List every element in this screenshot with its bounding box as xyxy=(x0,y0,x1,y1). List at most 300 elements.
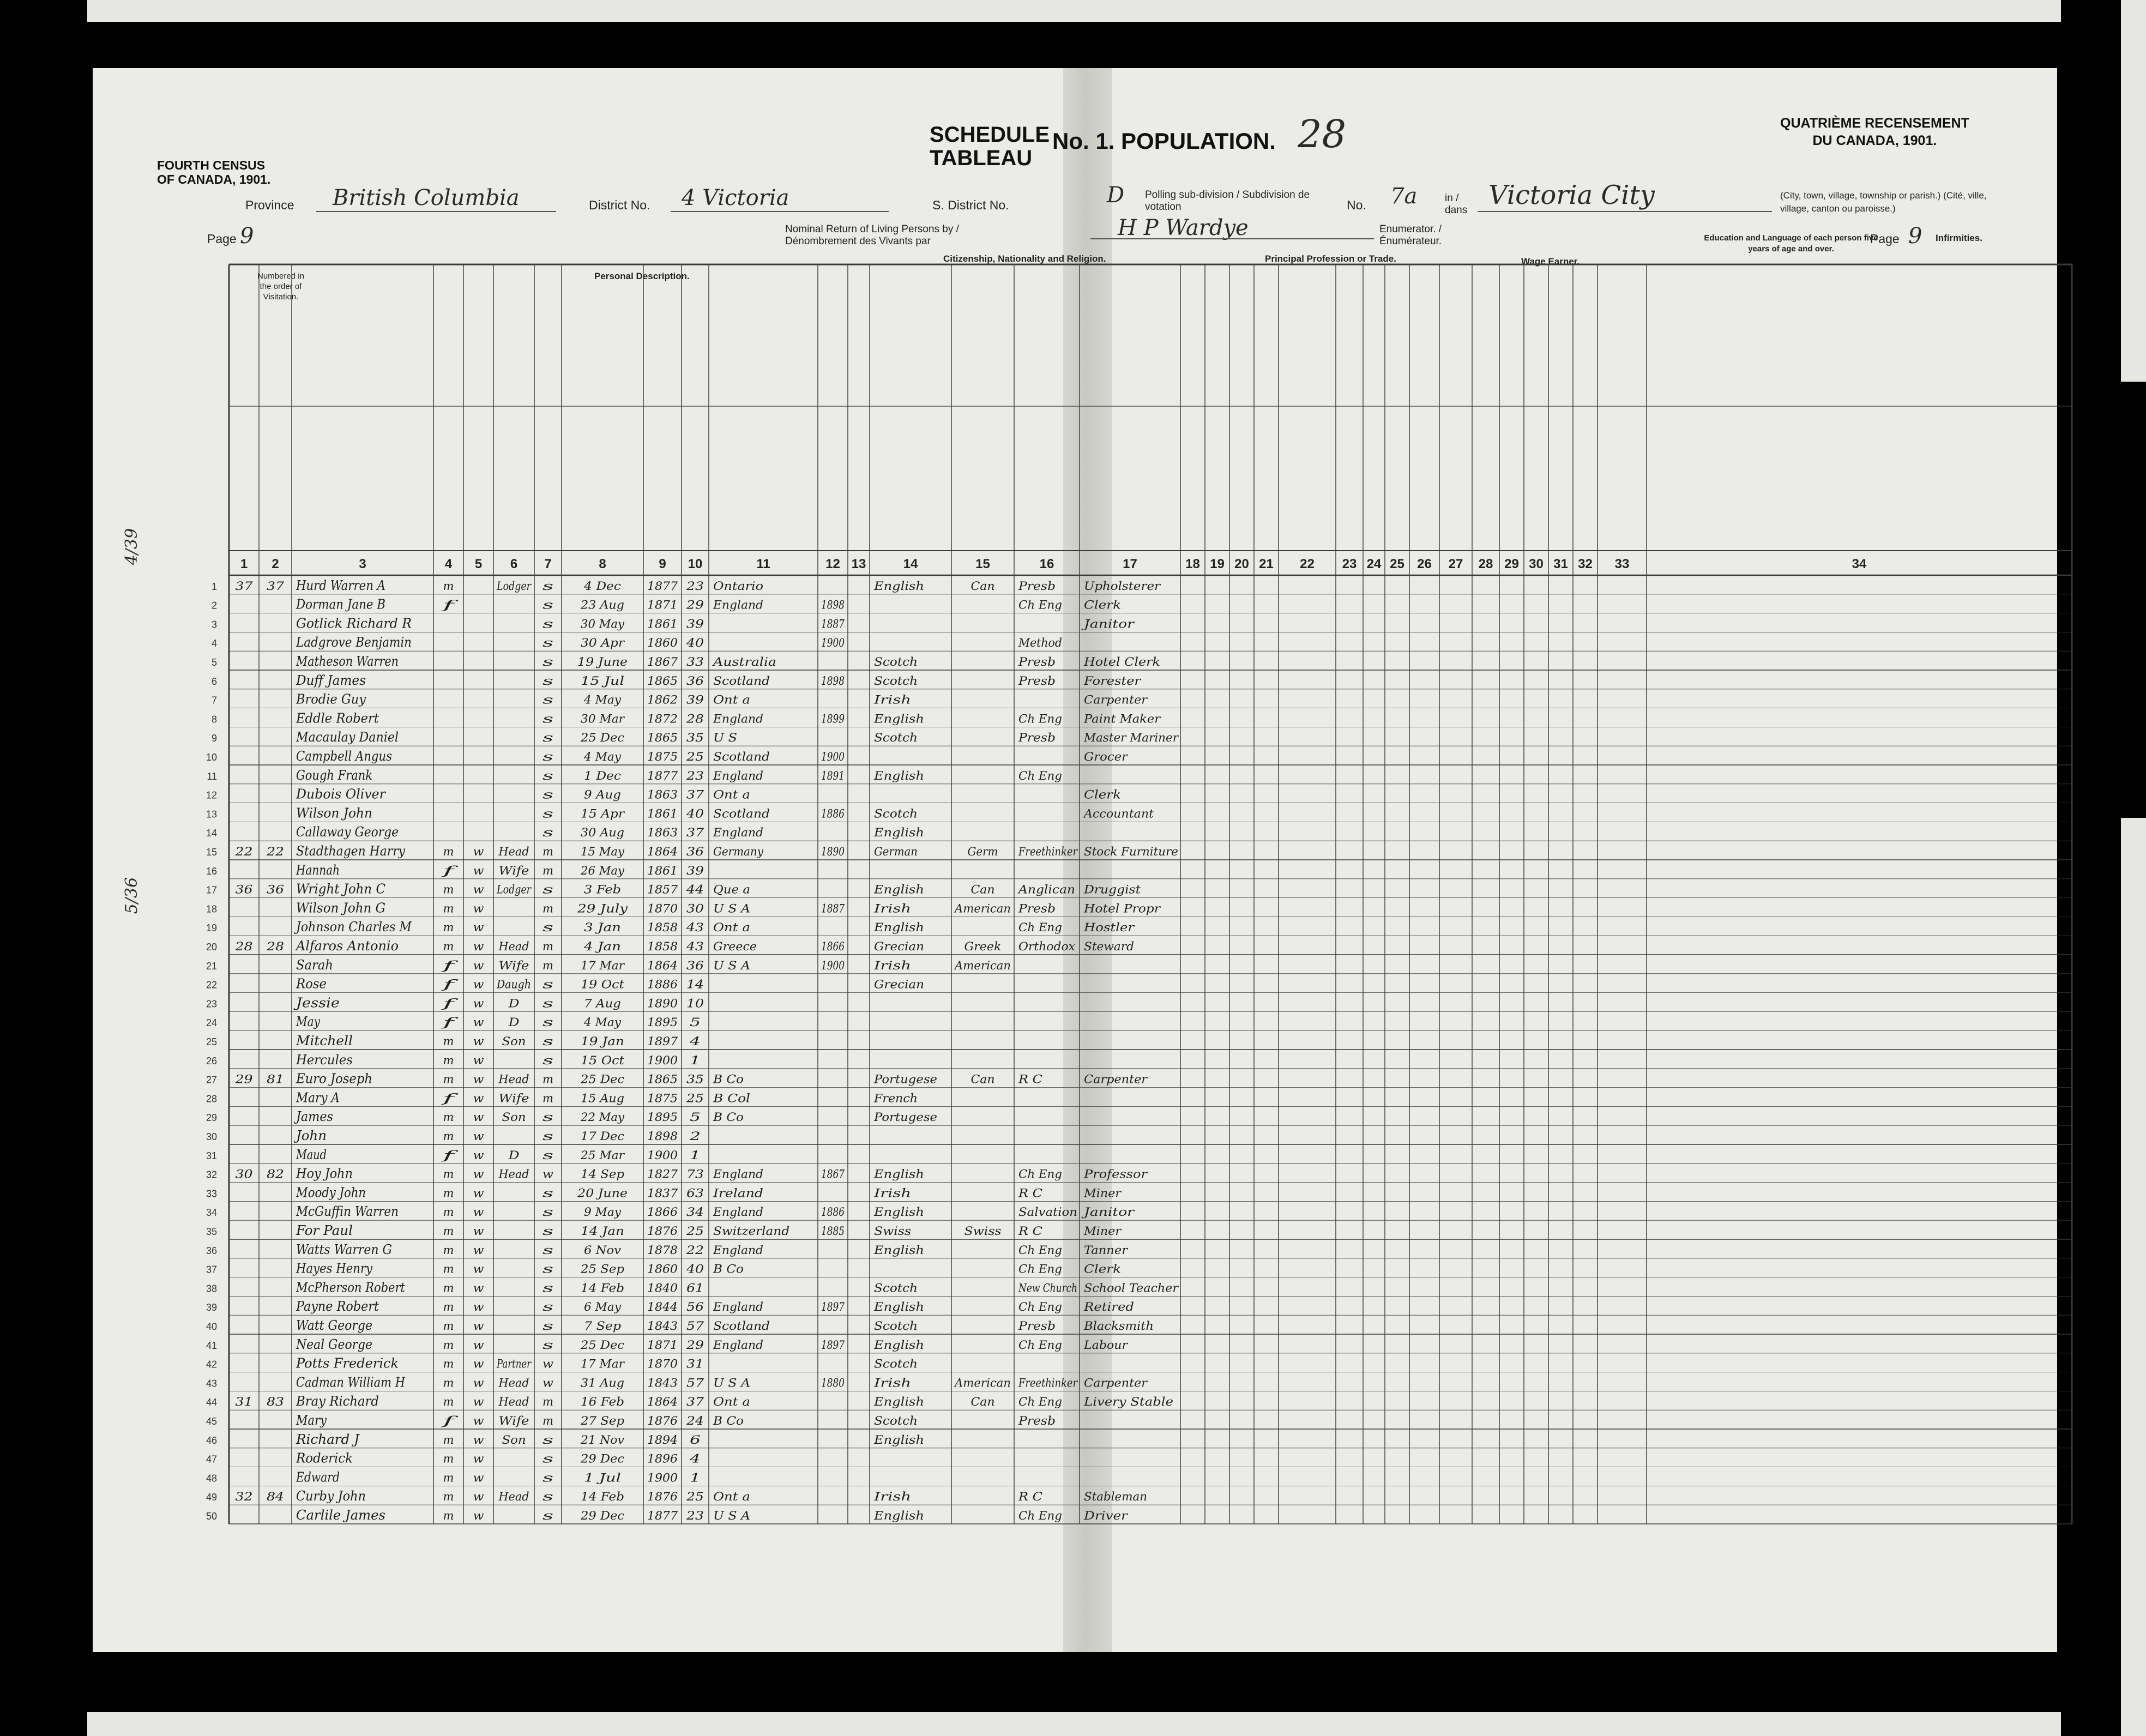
entry-age: 36 xyxy=(686,674,704,688)
line-number: 36 xyxy=(206,1245,217,1256)
entry-birth: 14 Feb xyxy=(581,1490,624,1504)
entry-country: Greece xyxy=(713,940,757,953)
entry-sex: m xyxy=(443,1243,454,1257)
entry-year: 1861 xyxy=(647,807,678,821)
entry-status: s xyxy=(542,636,554,650)
entry-status: m xyxy=(542,1414,553,1427)
film-edge-right-lower xyxy=(2121,818,2146,1736)
line-number: 35 xyxy=(206,1226,217,1237)
entry-name: Eddle Robert xyxy=(296,710,379,726)
entry-sex: m xyxy=(443,1319,454,1333)
column-number: 18 xyxy=(1185,557,1200,571)
polling-label: Polling sub-division / Subdivision de votation xyxy=(1145,189,1310,213)
entry-age: 10 xyxy=(686,997,704,1010)
entry-age: 33 xyxy=(686,655,704,668)
entry-rel: Head xyxy=(498,1395,529,1409)
entry-age: 23 xyxy=(685,769,704,782)
entry-occupation: Labour xyxy=(1083,1338,1129,1352)
entry-year: 1867 xyxy=(647,655,678,668)
entry-age: 23 xyxy=(685,1509,704,1522)
entry-sex: m xyxy=(443,1053,454,1067)
line-number: 22 xyxy=(206,979,217,991)
entry-name: Payne Robert xyxy=(296,1299,379,1315)
entry-sex: m xyxy=(443,1452,454,1466)
entry-origin: Portugese xyxy=(873,1072,937,1086)
population-title: No. 1. POPULATION. xyxy=(1052,128,1276,154)
entry-religion: Presb xyxy=(1017,731,1056,745)
entry-age: 57 xyxy=(686,1319,704,1333)
entry-status: m xyxy=(542,940,553,953)
column-number: 34 xyxy=(1852,557,1867,571)
entry-color: w xyxy=(473,883,484,896)
entry-status: s xyxy=(542,1148,554,1162)
entry-origin: Portugese xyxy=(873,1111,937,1124)
entry-age: 30 xyxy=(686,902,704,915)
entry-status: s xyxy=(542,1319,554,1333)
entry-origin: English xyxy=(873,579,924,593)
entry-year: 1871 xyxy=(647,598,678,612)
entry-origin: Irish xyxy=(873,1490,911,1504)
entry-immig: 1897 xyxy=(821,1300,845,1314)
section-numbered: Numbered in the order of Visitation. xyxy=(257,272,304,302)
entry-origin: Scotch xyxy=(874,807,918,821)
entry-birth: 20 June xyxy=(576,1186,628,1200)
entry-birth: 4 May xyxy=(583,1016,622,1029)
entry-year: 1876 xyxy=(647,1225,678,1238)
entry-occupation: Forester xyxy=(1083,674,1142,688)
line-number: 33 xyxy=(206,1188,217,1199)
entry-year: 1872 xyxy=(647,712,678,726)
entry-name: Callaway George xyxy=(296,824,399,840)
column-number: 2 xyxy=(272,557,279,571)
entry-country: B Col xyxy=(712,1092,750,1105)
entry-sex: f xyxy=(440,864,459,877)
entry-religion: Ch Eng xyxy=(1018,1338,1062,1352)
entry-occupation: Hotel Propr xyxy=(1083,902,1162,915)
entry-occupation: Driver xyxy=(1083,1509,1129,1522)
entry-immig: 1897 xyxy=(821,1338,845,1352)
entry-name: Campbell Angus xyxy=(296,749,392,764)
entry-origin: Swiss xyxy=(874,1225,912,1238)
column-number: 13 xyxy=(851,557,866,571)
line-number: 47 xyxy=(206,1454,217,1465)
entry-birth: 19 Oct xyxy=(581,978,625,991)
entry-name: Edward xyxy=(296,1469,340,1485)
sdistrict-label: S. District No. xyxy=(932,198,1009,212)
entry-sex: m xyxy=(443,1433,454,1446)
entry-sex: m xyxy=(443,1186,454,1200)
entry-status: m xyxy=(542,1072,553,1086)
nominal-return-label: Nominal Return of Living Persons by / Dénombrement des Vivants par xyxy=(785,224,959,247)
entry-name: Johnson Charles M xyxy=(293,919,413,935)
column-number: 31 xyxy=(1553,557,1568,571)
entry-family: 84 xyxy=(267,1490,284,1504)
entry-color: w xyxy=(473,1262,484,1276)
entry-year: 1843 xyxy=(647,1376,678,1390)
entry-status: m xyxy=(542,902,553,915)
entry-sex: m xyxy=(443,1338,454,1352)
entry-religion: Presb xyxy=(1017,655,1056,668)
entry-birth: 1 Dec xyxy=(584,769,622,782)
entry-sex: m xyxy=(443,1471,454,1485)
entry-origin: German xyxy=(874,845,918,858)
entry-name: Maud xyxy=(296,1147,327,1162)
entry-sex: m xyxy=(443,940,454,953)
entry-sex: m xyxy=(443,1376,454,1390)
line-number: 43 xyxy=(206,1378,217,1389)
entry-religion: Ch Eng xyxy=(1018,1300,1062,1314)
entry-birth: 25 Dec xyxy=(580,1338,625,1352)
line-number: 11 xyxy=(207,770,217,782)
entry-origin: English xyxy=(873,1395,924,1409)
entry-name: Stadthagen Harry xyxy=(296,843,406,859)
entry-status: s xyxy=(542,1111,554,1124)
entry-color: w xyxy=(473,1452,484,1466)
entry-color: w xyxy=(473,902,484,915)
entry-status: s xyxy=(542,1016,554,1029)
province-underline xyxy=(316,211,556,212)
entry-country: Scotland xyxy=(713,750,770,763)
entry-year: 1875 xyxy=(647,1092,678,1105)
entry-age: 25 xyxy=(685,1092,704,1105)
entry-immig: 1900 xyxy=(821,636,845,650)
entry-birth: 25 Dec xyxy=(580,731,625,745)
entry-origin: English xyxy=(873,1243,924,1257)
entry-status: s xyxy=(542,978,554,991)
entry-color: w xyxy=(473,1053,484,1067)
entry-country: Scotland xyxy=(713,1319,770,1333)
line-number: 4 xyxy=(211,638,217,649)
district-label: District No. xyxy=(589,198,650,212)
entry-country: Scotland xyxy=(713,674,770,688)
column-number: 17 xyxy=(1123,557,1137,571)
entry-family: 22 xyxy=(266,845,284,858)
entry-age: 31 xyxy=(686,1357,704,1371)
entry-name: Mary A xyxy=(296,1090,340,1106)
page-left-value: 9 xyxy=(240,224,254,249)
entry-birth: 30 Aug xyxy=(581,826,624,840)
entry-birth: 4 Dec xyxy=(583,579,622,593)
entry-occupation: Accountant xyxy=(1082,807,1154,821)
column-number: 26 xyxy=(1417,557,1432,571)
entry-name: Carlile James xyxy=(296,1508,385,1523)
entry-name: Moody John xyxy=(296,1185,366,1201)
column-number: 20 xyxy=(1234,557,1249,571)
entry-status: s xyxy=(542,1225,554,1238)
entry-immig: 1867 xyxy=(821,1167,845,1181)
entry-rel: Lodger xyxy=(496,883,532,896)
entry-origin: English xyxy=(873,1509,924,1522)
entry-sex: m xyxy=(443,845,454,858)
entry-year: 1896 xyxy=(647,1452,678,1466)
entry-status: s xyxy=(542,1490,554,1504)
entry-color: w xyxy=(473,921,484,935)
entry-nat: American xyxy=(953,959,1011,972)
no-label: No. xyxy=(1347,198,1366,212)
entry-age: 43 xyxy=(685,921,704,935)
enumerator-value: H P Wardye xyxy=(1118,215,1249,240)
entry-birth: 14 Jan xyxy=(581,1225,624,1238)
entry-year: 1844 xyxy=(647,1300,678,1314)
entry-rel: Wife xyxy=(498,1414,529,1427)
entry-religion: Ch Eng xyxy=(1018,598,1062,612)
line-number: 41 xyxy=(206,1340,217,1351)
entry-nat: Can xyxy=(970,1395,995,1409)
entry-age: 37 xyxy=(686,1395,704,1409)
entry-birth: 15 Apr xyxy=(581,807,626,821)
entry-color: w xyxy=(473,1433,484,1446)
entry-country: B Co xyxy=(712,1072,744,1086)
entry-age: 24 xyxy=(685,1414,704,1427)
entry-birth: 16 Feb xyxy=(581,1395,624,1409)
entry-age: 63 xyxy=(686,1186,704,1200)
entry-year: 1878 xyxy=(647,1243,678,1257)
entry-immig: 1866 xyxy=(821,940,845,953)
entry-birth: 25 Sep xyxy=(580,1262,624,1276)
line-number: 3 xyxy=(211,619,217,630)
entry-birth: 29 Dec xyxy=(580,1452,625,1466)
column-number: 22 xyxy=(1300,557,1315,571)
entry-age: 29 xyxy=(685,1338,704,1352)
entry-status: s xyxy=(542,1186,554,1200)
entry-year: 1863 xyxy=(647,788,678,801)
entry-origin: English xyxy=(873,1167,924,1181)
entry-sex: f xyxy=(440,997,459,1010)
page-left-label: Page xyxy=(207,232,237,246)
entry-birth: 19 Jan xyxy=(581,1035,624,1048)
entry-name: Wright John C xyxy=(296,881,385,897)
entry-status: s xyxy=(542,1281,554,1295)
section-profession: Principal Profession or Trade. xyxy=(1265,254,1396,264)
entry-religion: Orthodox xyxy=(1018,940,1076,953)
entry-age: 73 xyxy=(686,1167,704,1181)
entry-color: w xyxy=(473,1167,484,1181)
entry-country: Ont a xyxy=(713,1490,750,1504)
entry-color: w xyxy=(473,1414,484,1427)
entry-occupation: Clerk xyxy=(1084,788,1121,801)
entry-year: 1858 xyxy=(647,921,678,935)
entry-name: Wilson John G xyxy=(296,900,385,916)
entry-age: 1 xyxy=(690,1148,701,1162)
entry-name: John xyxy=(293,1128,327,1143)
entry-year: 1886 xyxy=(647,978,678,991)
entry-age: 61 xyxy=(686,1281,704,1295)
entry-country: Australia xyxy=(712,655,776,668)
margin-note-a: 4/39 xyxy=(122,528,142,565)
entry-origin: French xyxy=(873,1092,918,1105)
entry-status: s xyxy=(542,769,554,782)
entry-occupation: Professor xyxy=(1083,1167,1149,1181)
entry-birth: 15 Aug xyxy=(581,1092,624,1105)
entry-sex: m xyxy=(443,1111,454,1124)
entry-year: 1871 xyxy=(647,1338,678,1352)
entry-occupation: Retired xyxy=(1083,1300,1134,1314)
line-number: 37 xyxy=(206,1264,217,1275)
entry-immig: 1891 xyxy=(821,769,845,782)
entry-sex: m xyxy=(443,1357,454,1371)
entry-country: U S A xyxy=(713,1376,750,1390)
entry-age: 36 xyxy=(686,959,704,972)
entry-status: m xyxy=(542,959,553,972)
entry-birth: 25 Dec xyxy=(580,1072,625,1086)
district-value: 4 Victoria xyxy=(682,185,789,210)
entry-occupation: Miner xyxy=(1083,1225,1123,1238)
entry-occupation: Carpenter xyxy=(1084,1376,1149,1390)
entry-immig: 1887 xyxy=(821,617,845,631)
entry-country: England xyxy=(712,712,763,726)
entry-religion: Salvation xyxy=(1018,1205,1077,1219)
entry-age: 25 xyxy=(685,1490,704,1504)
entry-house: 29 xyxy=(234,1072,253,1086)
entry-year: 1870 xyxy=(647,1357,678,1371)
entry-color: w xyxy=(473,959,484,972)
entry-status: w xyxy=(542,1167,554,1181)
line-number: 39 xyxy=(206,1302,217,1313)
entry-occupation: School Teacher xyxy=(1084,1281,1180,1295)
entry-occupation: Stock Furniture xyxy=(1084,845,1178,858)
column-number: 33 xyxy=(1614,557,1630,571)
entry-rel: Son xyxy=(502,1035,526,1048)
section-wage: Wage Earner. xyxy=(1521,256,1580,267)
entry-sex: f xyxy=(440,978,459,991)
entry-year: 1898 xyxy=(647,1130,678,1143)
entry-immig: 1898 xyxy=(821,674,845,688)
entry-immig: 1890 xyxy=(821,845,845,858)
entry-religion: Method xyxy=(1018,636,1062,650)
entry-year: 1860 xyxy=(647,1262,678,1276)
entry-year: 1864 xyxy=(647,845,678,858)
column-number: 24 xyxy=(1366,557,1382,571)
entry-immig: 1887 xyxy=(821,902,845,915)
line-number: 8 xyxy=(211,714,217,725)
entry-name: Wilson John xyxy=(296,805,372,821)
entry-origin: Irish xyxy=(873,1186,911,1200)
entry-rel: D xyxy=(508,997,520,1010)
entry-color: w xyxy=(473,1338,484,1352)
entry-country: U S xyxy=(713,731,737,745)
entry-color: w xyxy=(473,1319,484,1333)
entry-religion: Ch Eng xyxy=(1018,769,1062,782)
enumerator-label: Enumerator. / Énumérateur. xyxy=(1379,224,1442,247)
entry-country: England xyxy=(712,826,763,840)
entry-color: w xyxy=(473,1016,484,1029)
column-number: 29 xyxy=(1504,557,1519,571)
entry-age: 14 xyxy=(686,978,704,991)
entry-year: 1870 xyxy=(647,902,678,915)
entry-status: s xyxy=(542,1053,554,1067)
entry-color: w xyxy=(473,978,484,991)
entry-occupation: Paint Maker xyxy=(1083,712,1162,726)
entry-occupation: Hostler xyxy=(1083,921,1136,935)
entry-age: 56 xyxy=(686,1300,704,1314)
column-number: 19 xyxy=(1210,557,1225,571)
entry-sex: m xyxy=(443,1262,454,1276)
column-number: 4 xyxy=(444,557,453,571)
entry-birth: 29 Dec xyxy=(580,1509,625,1522)
entry-rel: Wife xyxy=(498,959,529,972)
entry-status: s xyxy=(542,712,554,726)
entry-country: England xyxy=(712,1338,763,1352)
column-number: 5 xyxy=(474,557,483,571)
ruling-lines xyxy=(206,264,2072,1546)
column-number: 8 xyxy=(599,557,606,571)
entry-rel: D xyxy=(508,1016,520,1029)
entry-age: 40 xyxy=(685,636,704,650)
entry-origin: English xyxy=(873,1300,924,1314)
entry-origin: Grecian xyxy=(874,978,924,991)
entry-name: Roderick xyxy=(296,1450,353,1466)
entry-year: 1895 xyxy=(647,1016,678,1029)
entry-origin: Grecian xyxy=(874,940,924,953)
column-number: 10 xyxy=(688,557,703,571)
entry-age: 37 xyxy=(686,826,704,840)
entry-status: s xyxy=(542,598,554,612)
entry-sex: m xyxy=(443,1281,454,1295)
entry-status: m xyxy=(542,864,553,877)
entry-color: w xyxy=(473,1130,484,1143)
entry-birth: 25 Mar xyxy=(580,1148,626,1162)
entry-name: Hoy John xyxy=(296,1166,353,1182)
entry-status: m xyxy=(542,1092,553,1105)
entry-color: w xyxy=(473,1092,484,1105)
entry-origin: English xyxy=(873,1205,924,1219)
province-label: Province xyxy=(245,198,294,212)
entry-age: 36 xyxy=(686,845,704,858)
entry-country: Ont a xyxy=(713,693,750,707)
line-number: 46 xyxy=(206,1434,217,1446)
entry-occupation: Steward xyxy=(1084,940,1134,953)
entry-religion: Freethinker xyxy=(1018,1376,1078,1390)
entry-name: Watt George xyxy=(296,1318,372,1333)
line-number: 24 xyxy=(206,1017,217,1029)
entry-sex: m xyxy=(443,921,454,935)
entry-sex: m xyxy=(443,1395,454,1409)
entry-house: 28 xyxy=(234,940,253,953)
place-value: Victoria City xyxy=(1488,180,1655,210)
entry-country: U S A xyxy=(713,959,750,972)
entry-age: 35 xyxy=(686,1072,704,1086)
entry-family: 82 xyxy=(267,1167,284,1181)
entry-sex: m xyxy=(443,1225,454,1238)
entry-religion: Anglican xyxy=(1017,883,1075,896)
entry-birth: 30 Mar xyxy=(581,712,626,726)
entry-name: Alfaros Antonio xyxy=(295,938,399,954)
entry-name: Ladgrove Benjamin xyxy=(296,635,412,650)
entry-birth: 27 Sep xyxy=(580,1414,624,1427)
entry-origin: Scotch xyxy=(874,674,918,688)
line-number: 29 xyxy=(206,1112,217,1124)
entry-year: 1861 xyxy=(647,617,678,631)
entry-rel: Wife xyxy=(498,864,529,877)
line-number: 15 xyxy=(206,847,217,858)
entry-country: U S A xyxy=(713,1509,750,1522)
entry-color: w xyxy=(473,1186,484,1200)
entry-color: w xyxy=(473,845,484,858)
entry-age: 37 xyxy=(686,788,704,801)
place-label: (City, town, village, township or parish.) (Cité, ville, village, canton ou paroisse.) xyxy=(1780,190,1987,214)
entry-age: 4 xyxy=(689,1035,701,1048)
entry-house: 30 xyxy=(235,1167,253,1181)
entry-country: B Co xyxy=(712,1262,744,1276)
entry-color: w xyxy=(473,1490,484,1504)
entry-age: 2 xyxy=(689,1130,701,1143)
entry-birth: 14 Feb xyxy=(581,1281,624,1295)
line-number: 38 xyxy=(206,1283,217,1294)
entry-status: w xyxy=(542,1357,554,1371)
entry-name: Curby John xyxy=(296,1488,366,1504)
entry-age: 40 xyxy=(685,807,704,821)
entry-origin: Scotch xyxy=(874,655,918,668)
